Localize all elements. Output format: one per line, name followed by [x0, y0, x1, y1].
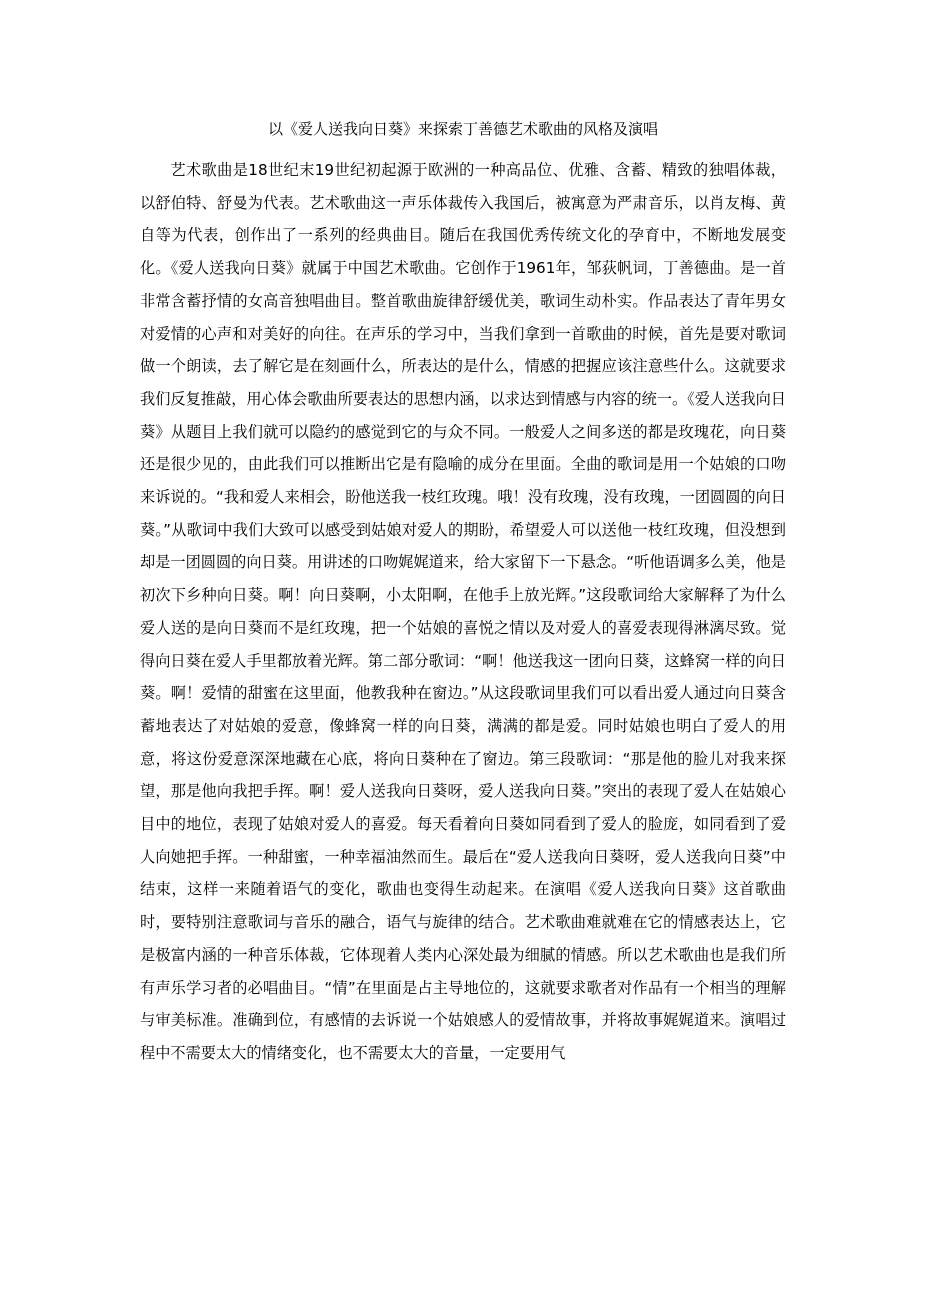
- body-paragraph: 艺术歌曲是18世纪末19世纪初起源于欧洲的一种高品位、优雅、含蓄、精致的独唱体裁，以舒伯特、舒曼为代表。艺术歌曲这一声乐体裁传入我国后，被寓意为严肃音乐，以肖友梅、黄自等为代表，创作出了一系列的经典曲目。随后在我国优秀传统文化的孕育中，不断地发展变化。《爱人送我向日葵》就属于中国艺术歌曲。它创作于1961年，邹荻帆词，丁善德曲。是一首非常含蓄抒情的女高音独唱曲目。整首歌曲旋律舒缓优美，歌词生动朴实。作品表达了青年男女对爱情的心声和对美好的向往。在声乐的学习中，当我们拿到一首歌曲的时候，首先是要对歌词做一个朗读，去了解它是在刻画什么，所表达的是什么，情感的把握应该注意些什么。这就要求我们反复推敲，用心体会歌曲所要表达的思想内涵，以求达到情感与内容的统一。《爱人送我向日葵》从题目上我们就可以隐约的感觉到它的与众不同。一般爱人之间多送的都是玫瑰花，向日葵还是很少见的，由此我们可以推断出它是有隐喻的成分在里面。全曲的歌词是用一个姑娘的口吻来诉说的。“我和爱人来相会，盼他送我一枝红玫瑰。哦！没有玫瑰，没有玫瑰，一团圆圆的向日葵。”从歌词中我们大致可以感受到姑娘对爱人的期盼，希望爱人可以送他一枝红玫瑰，但没想到却是一团圆圆的向日葵。用讲述的口吻娓娓道来，给大家留下一下悬念。“听他语调多么美，他是初次下乡种向日葵。啊！向日葵啊，小太阳啊，在他手上放光辉。”这段歌词给大家解释了为什么爱人送的是向日葵而不是红玫瑰，把一个姑娘的喜悦之情以及对爱人的喜爱表现得淋漓尽致。觉得向日葵在爱人手里都放着光辉。第二部分歌词：“啊！他送我这一团向日葵，这蜂窝一样的向日葵。啊！爱情的甜蜜在这里面，他教我种在窗边。”从这段歌词里我们可以看出爱人通过向日葵含蓄地表达了对姑娘的爱意，像蜂窝一样的向日葵，满满的都是爱。同时姑娘也明白了爱人的用意，将这份爱意深深地藏在心底，将向日葵种在了窗边。第三段歌词：“那是他的脸儿对我来探望，那是他向我把手挥。啊！爱人送我向日葵呀，爱人送我向日葵。”突出的表现了爱人在姑娘心目中的地位，表现了姑娘对爱人的喜爱。每天看着向日葵如同看到了爱人的脸庞，如同看到了爱人向她把手挥。一种甜蜜，一种幸福油然而生。最后在“爱人送我向日葵呀，爱人送我向日葵”中结束，这样一来随着语气的变化，歌曲也变得生动起来。在演唱《爱人送我向日葵》这首歌曲时，要特别注意歌词与音乐的融合，语气与旋律的结合。艺术歌曲难就难在它的情感表达上，它是极富内涵的一种音乐体裁，它体现着人类内心深处最为细腻的情感。所以艺术歌曲也是我们所有声乐学习者的必唱曲目。“情”在里面是占主导地位的，这就要求歌者对作品有一个相当的理解与审美标准。准确到位，有感情的去诉说一个姑娘感人的爱情故事，并将故事娓娓道来。演唱过程中不需要太大的情绪变化，也不需要太大的音量，一定要用气: [140, 161, 786, 1062]
- document-title: 以《爱人送我向日葵》来探索丁善德艺术歌曲的风格及演唱: [267, 120, 658, 138]
